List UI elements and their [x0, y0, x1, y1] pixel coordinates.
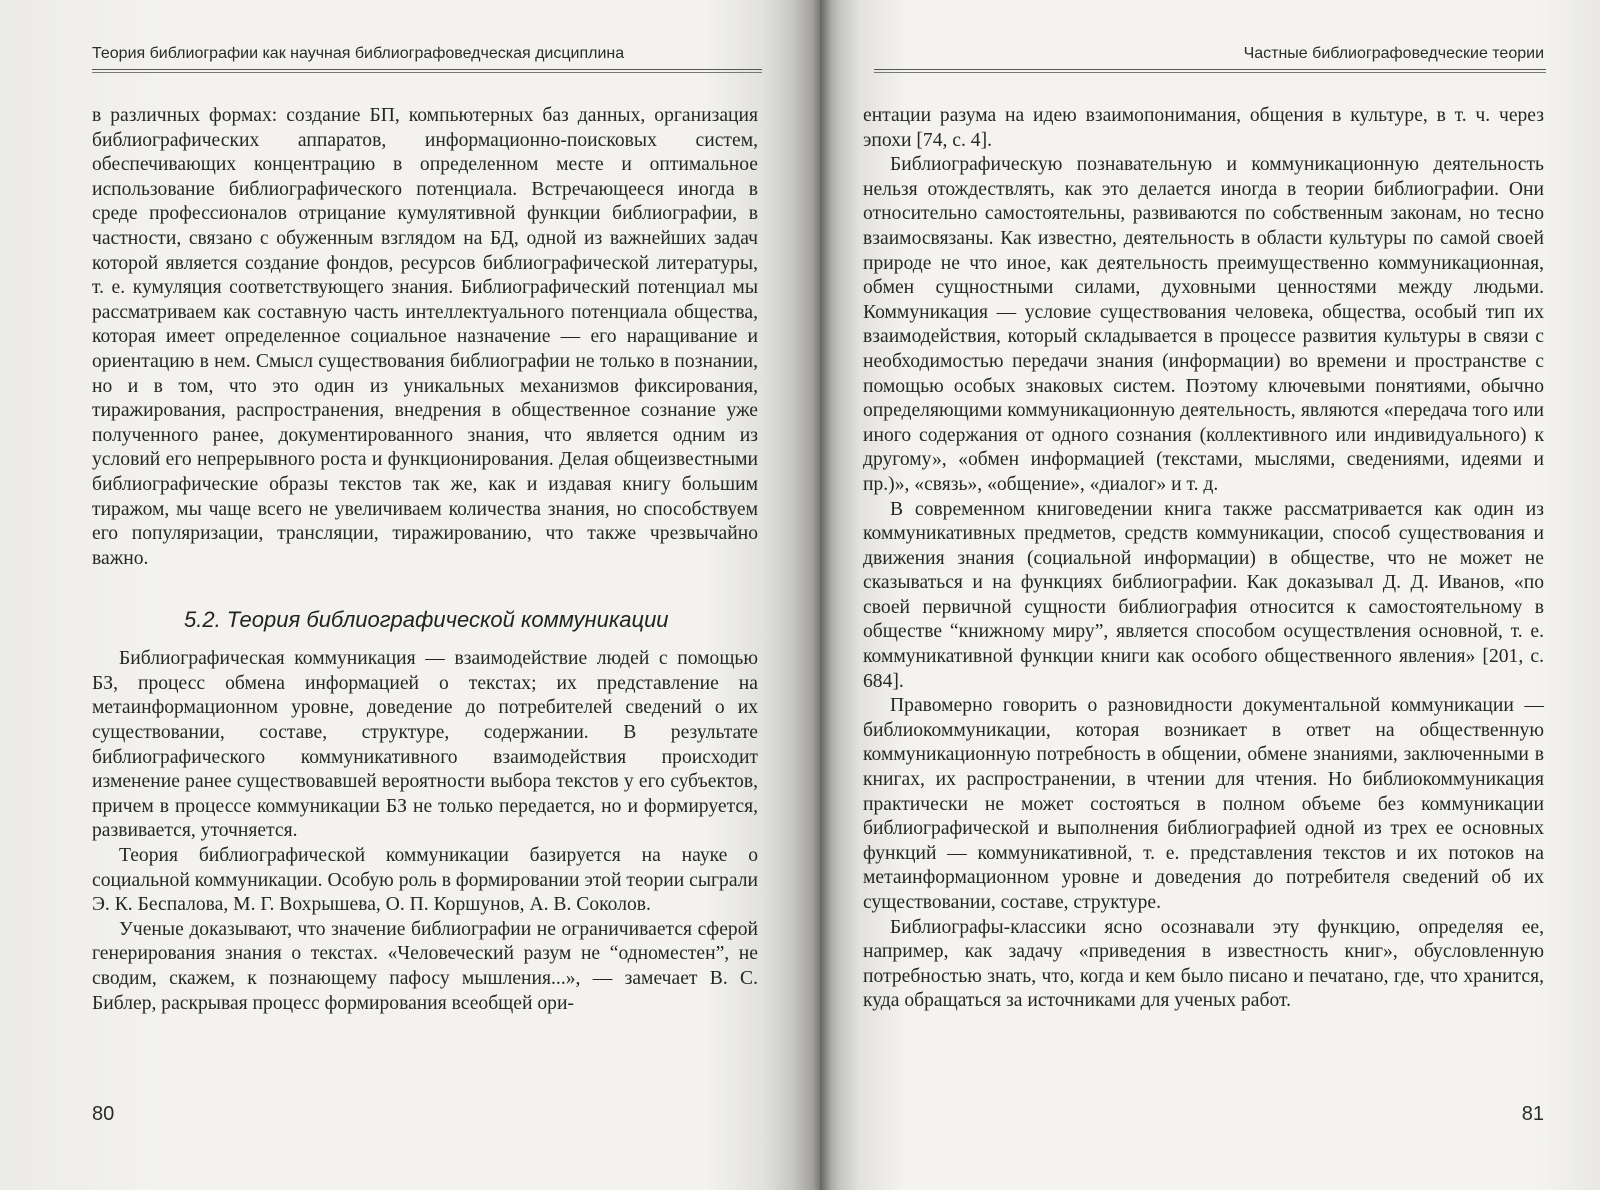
left-body-text: [92, 104, 758, 1016]
running-head: Теория библиографии как научная библиографоведческая дисциплина: [92, 45, 625, 62]
header-rule: [874, 69, 1546, 73]
paragraph: В современном книговедении книга также рассматривается как один из коммуникативных предметов, средств коммуникации, способ существования и движения знания (социальной информации) в обществе, что не может не сказываться и на функциях библиографии. Как доказывал Д. Д. Иванов, «по своей первичной сущности библиография относится к самостоятельному в обществе “книжному миру”, является способом осуществления основной, т. е. коммуникативной функции книги как особого общественного явления» [201, с. 684].: [863, 498, 1544, 692]
paragraph: Теория библиографической коммуникации базируется на науке о социальной коммуникации. Особую роль в формировании этой теории сыграли Э. К. Беспалова, М. Г. Вохрышева, О. П. Коршунов, А. В. Соколов.: [92, 845, 758, 916]
paragraph: в различных формах: создание БП, компьютерных баз данных, организация библиографических аппаратов, информационно-поисковых систем, обеспечивающих концентрацию в определенном месте и оптимальное использование библиографического потенциала. Встречающееся иногда в среде профессионалов отрицание кумулятивной функции библиографии, в частности, связано с обуженным взглядом на БД, одной из важнейших задач которой является создание фондов, ресурсов библиографической литературы, т. е. кумуляция соответствующего знания. Библиографический потенциал мы рассматриваем как составную часть интеллектуального потенциала общества, которая имеет определенное социальное назначение — его наращивание и ориентацию в нем. Смысл существования библиографии не только в познании, но и в том, что это один из уникальных механизмов фиксирования, тиражирования, распространения, внедрения в общественное сознание уже полученного ранее, документированного знания, что является одним из условий его непрерывного роста и функционирования. Делая общеизвестными библиографические образы текстов так же, как и издавая книгу большим тиражом, мы чаще всего не увеличиваем количества знания, но способствуем его популяризации, трансляции, тиражированию, что также чрезвычайно важно.: [92, 105, 758, 569]
header-rule: [92, 69, 762, 73]
paragraph: Библиографическая коммуникация — взаимодействие людей с помощью БЗ, процесс обмена информацией о текстах; их представление на метаинформационном уровне, доведение до потребителей сведений о их существовании, составе, структуре, содержании. В результате библиографического коммуникативного взаимодействия происходит изменение ранее существовавшей вероятности выбора текстов у его субъектов, причем в процессе коммуникации БЗ не только передается, но и формируется, развивается, уточняется.: [92, 648, 758, 842]
right-body-text: [863, 104, 1544, 1014]
section-heading: 5.2. Теория библиографической коммуникации: [184, 607, 669, 633]
right-page: [820, 0, 1600, 1190]
running-head: Частные библиографоведческие теории: [1243, 45, 1544, 62]
paragraph: Библиографическую познавательную и коммуникационную деятельность нельзя отождествлять, как это делается иногда в теории библиографии. Они относительно самостоятельны, развиваются по собственным законам, но тесно взаимосвязаны. Как известно, деятельность в области культуры по самой своей природе не что иное, как деятельность преимущественно коммуникационная, обмен сущностными силами, духовными ценностями между людьми. Коммуникация — условие существования человека, общества, особый тип их взаимодействия, который складывается в процессе развития культуры в связи с необходимостью передачи знания (информации) во времени и пространстве с помощью особых знаковых систем. Поэтому ключевыми понятиями, обычно определяющими коммуникационную деятельность, являются «передача того или иного содержания от одного сознания (коллективного или индивидуального) к другому», «обмен информацией (текстами, мыслями, сведениями, идеями и пр.)», «связь», «общение», «диалог» и т. д.: [863, 154, 1544, 495]
page-number: 80: [92, 1103, 115, 1125]
paragraph: Библиографы-классики ясно осознавали эту функцию, определяя ее, например, как задачу «приведения в известность книг», обусловленную потребностью знать, что, когда и кем было писано и печатано, где, что хранится, куда обращаться за источниками для ученых работ.: [863, 916, 1544, 1012]
page-number: 81: [1521, 1103, 1544, 1125]
paragraph: Ученые доказывают, что значение библиографии не ограничивается сферой генерирования знания о текстах. «Человеческий разум не “одноместен”, не сводим, скажем, к познающему пафосу мышления...», — замечает В. С. Библер, раскрывая процесс формирования всеобщей ори-: [92, 918, 758, 1014]
paragraph: ентации разума на идею взаимопонимания, общения в культуре, в т. ч. через эпохи [74, с. 4].: [863, 105, 1544, 151]
paragraph: Правомерно говорить о разновидности документальной коммуникации — библиокоммуникации, которая возникает в ответ на общественную коммуникационную потребность в общении, обмене знаниями, заключенными в книгах, их распространении, в чтении для чтения. Но библиокоммуникация практически не может состояться в полном объеме без коммуникации библиографической и выполнения библиографией одной из трех ее основных функций — коммуникативной, т. е. представления текстов и их потоков на метаинформационном уровне и доведения до потребителя сведений об их существовании, составе, структуре.: [863, 695, 1544, 913]
